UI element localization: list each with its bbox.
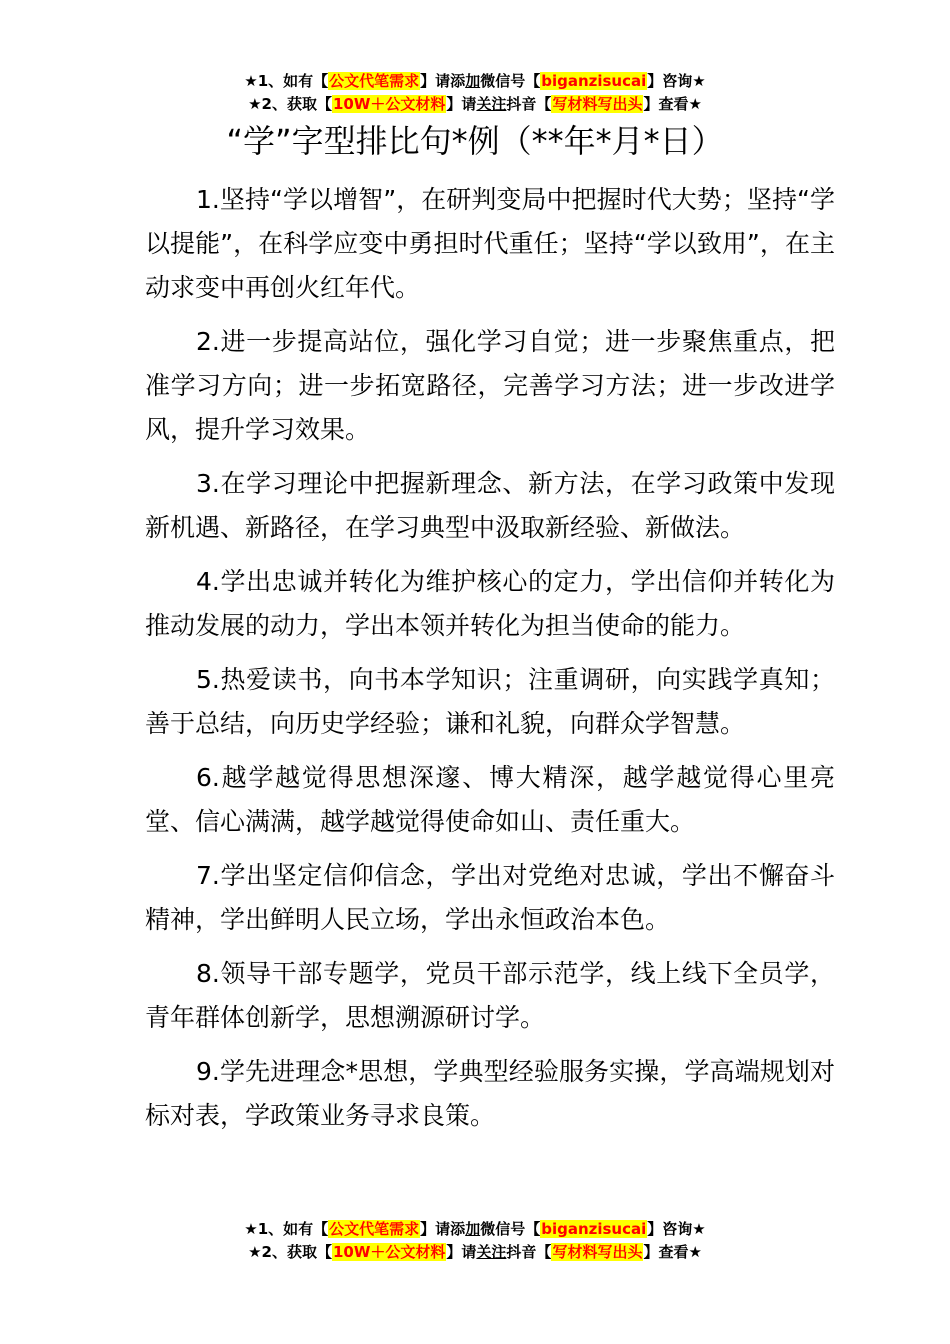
banner-text: ★2、获取【 xyxy=(248,1243,332,1261)
banner-text: 】请添 xyxy=(420,1220,466,1238)
document-title: “学”字型排比句*例（**年*月*日） xyxy=(226,122,724,160)
highlight-wechat-id: biganzisucai xyxy=(541,72,647,90)
banner-text: ★1、如有【 xyxy=(244,1220,329,1238)
banner-text: 微信号【 xyxy=(480,72,541,90)
banner-text: 】查看★ xyxy=(643,1243,702,1261)
banner-text: ★1、如有【 xyxy=(244,72,329,90)
paragraph-4: 4.学出忠诚并转化为维护核心的定力，学出信仰并转化为推动发展的动力，学出本领并转化为担当使命的能力。 xyxy=(145,567,835,640)
highlight-douyin: 写材料写出头 xyxy=(552,1243,643,1261)
paragraph-5: 5.热爱读书，向书本学知识；注重调研，向实践学真知；善于总结，向历史学经验；谦和礼貌，向群众学智慧。 xyxy=(145,665,835,738)
banner-text: 】咨询★ xyxy=(647,72,706,90)
paragraph-9: 9.学先进理念*思想，学典型经验服务实操，学高端规划对标对表，学政策业务寻求良策。 xyxy=(145,1057,835,1130)
header-banner xyxy=(0,70,950,116)
footer-banner xyxy=(0,1218,950,1264)
paragraph-1: 1.坚持“学以增智”，在研判变局中把握时代大势；坚持“学以提能”，在科学应变中勇担时代重任；坚持“学以致用”，在主动求变中再创火红年代。 xyxy=(145,185,835,302)
banner-underlined: 加 xyxy=(465,72,481,90)
banner-text: 】查看★ xyxy=(643,95,702,113)
highlight-service: 公文代笔需求 xyxy=(329,72,420,90)
banner-text: ★2、获取【 xyxy=(248,95,332,113)
banner-line-2 xyxy=(0,93,950,116)
banner-text: 】咨询★ xyxy=(647,1220,706,1238)
banner-text: 抖音【 xyxy=(506,1243,552,1261)
footer-line-1 xyxy=(0,1218,950,1241)
banner-text: 微信号【 xyxy=(480,1220,541,1238)
banner-text: 】请 xyxy=(446,95,477,113)
banner-underlined: 加 xyxy=(465,1220,481,1238)
banner-text: 】请添 xyxy=(420,72,466,90)
document-body xyxy=(145,178,835,1148)
banner-line-1 xyxy=(0,70,950,93)
paragraph-7: 7.学出坚定信仰信念，学出对党绝对忠诚，学出不懈奋斗精神，学出鲜明人民立场，学出永恒政治本色。 xyxy=(145,861,835,934)
banner-text: 抖音【 xyxy=(506,95,552,113)
highlight-materials: 10W＋公文材料 xyxy=(332,95,446,113)
banner-underlined: 关注 xyxy=(476,95,507,113)
banner-underlined: 关注 xyxy=(476,1243,507,1261)
highlight-wechat-id: biganzisucai xyxy=(541,1220,647,1238)
paragraph-3: 3.在学习理论中把握新理念、新方法，在学习政策中发现新机遇、新路径，在学习典型中汲取新经验、新做法。 xyxy=(145,469,835,542)
highlight-douyin: 写材料写出头 xyxy=(552,95,643,113)
footer-line-2 xyxy=(0,1241,950,1264)
banner-text: 】请 xyxy=(446,1243,477,1261)
highlight-service: 公文代笔需求 xyxy=(329,1220,420,1238)
paragraph-2: 2.进一步提高站位，强化学习自觉；进一步聚焦重点，把准学习方向；进一步拓宽路径，完善学习方法；进一步改进学风，提升学习效果。 xyxy=(145,327,835,444)
paragraph-8: 8.领导干部专题学，党员干部示范学，线上线下全员学，青年群体创新学，思想溯源研讨学。 xyxy=(145,959,835,1032)
paragraph-6: 6.越学越觉得思想深邃、博大精深，越学越觉得心里亮堂、信心满满，越学越觉得使命如山、责任重大。 xyxy=(145,763,835,836)
highlight-materials: 10W＋公文材料 xyxy=(332,1243,446,1261)
